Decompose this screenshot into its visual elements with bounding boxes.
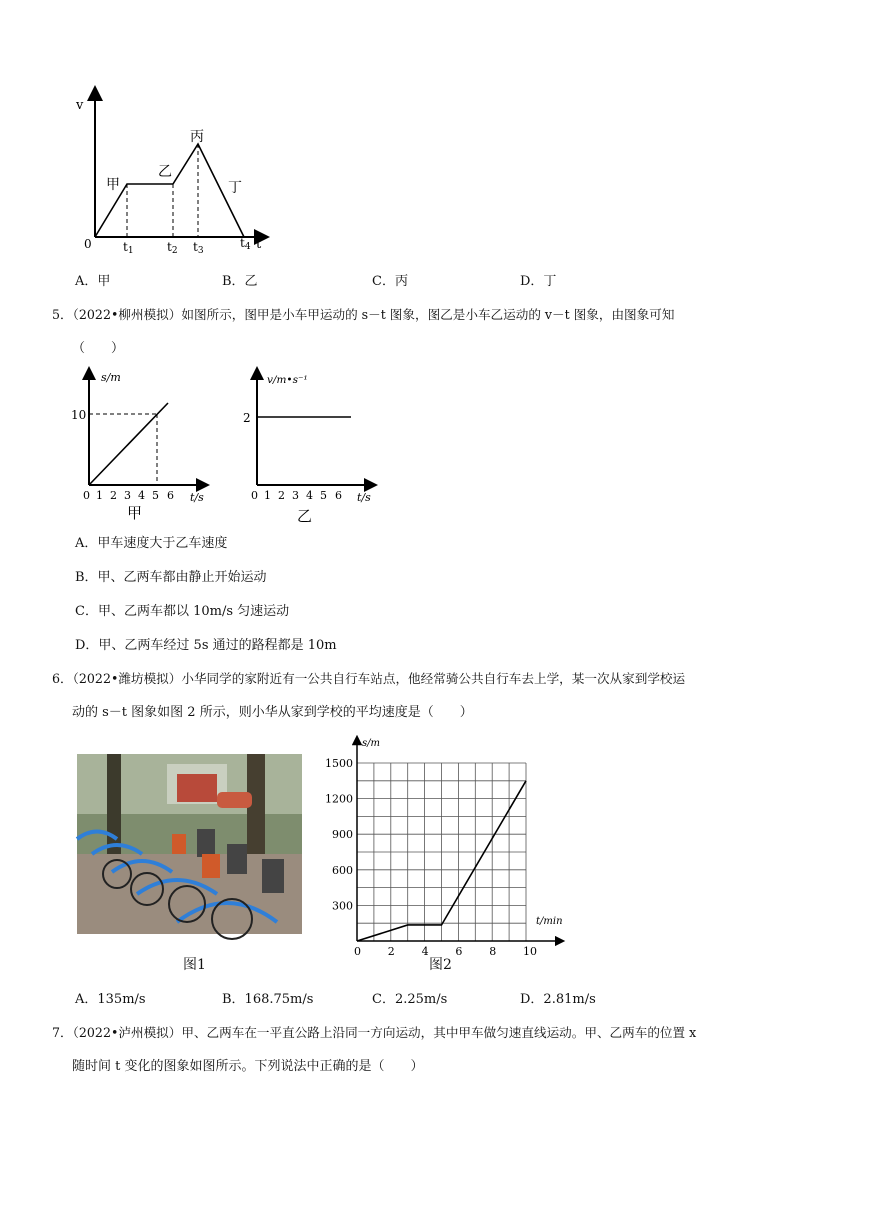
q6-chart-ylabel: s/m — [362, 738, 380, 749]
q5-question-line2: （ ） — [72, 341, 125, 356]
y-tick-label: 900 — [332, 828, 353, 842]
q7-question-line1: 7．（2022•泸州模拟）甲、乙两车在一平直公路上沿同一方向运动，其中甲车做匀速直线运动。甲、乙两车的位置 x — [52, 1025, 697, 1040]
q6-question-line1: 6．（2022•潍坊模拟）小华同学的家附近有一公共自行车站点，他经常骑公共自行车去上学，某一次从家到学校运 — [52, 671, 686, 686]
q4-origin: 0 — [84, 237, 92, 251]
q5-yi-xtick-3: 3 — [292, 489, 299, 502]
q4-t3: t3 — [193, 240, 204, 256]
q6-option-d[interactable]: D．2.81m/s — [520, 992, 596, 1007]
q5-yi-xtick-2: 2 — [278, 489, 285, 502]
q5-yi-xlabel: t/s — [357, 491, 371, 504]
q4-option-c[interactable]: C．丙 — [372, 274, 408, 289]
q5-jia-xtick-0: 0 — [83, 489, 90, 502]
q5-jia-xtick-5: 5 — [152, 489, 159, 502]
q5-yi-xtick-5: 5 — [320, 489, 327, 502]
q5-yi-ytick: 2 — [243, 411, 251, 425]
x-tick-label: 10 — [523, 945, 537, 958]
q6-fig2-caption: 图2 — [429, 957, 452, 973]
q5-option-c[interactable]: C．甲、乙两车都以 10m/s 匀速运动 — [75, 604, 290, 619]
q5-yi-xtick-6: 6 — [335, 489, 342, 502]
q4-vt-graph — [70, 85, 280, 260]
q5-yi-xtick-1: 1 — [264, 489, 271, 502]
q6-chart-xlabel: t/min — [536, 916, 563, 927]
q6-fig1-caption: 图1 — [183, 957, 206, 973]
q4-label-bing: 丙 — [190, 129, 204, 145]
q5-jia-ytick: 10 — [71, 408, 87, 422]
q5-jia-xtick-2: 2 — [110, 489, 117, 502]
q6-question-line2: 动的 s－t 图象如图 2 所示，则小华从家到学校的平均速度是（ ） — [72, 705, 473, 720]
y-tick-label: 600 — [332, 863, 353, 877]
q5-yi-caption: 乙 — [297, 507, 313, 525]
q6-chart-grid — [357, 763, 526, 941]
q5-question-line1: 5．（2022•柳州模拟）如图所示，图甲是小车甲运动的 s－t 图象，图乙是小车乙运动的 v－t 图象，由图象可知 — [52, 307, 675, 322]
q4-t-label: t — [256, 237, 262, 252]
q5-jia-xlabel: t/s — [190, 491, 204, 504]
q4-t2: t2 — [167, 240, 178, 256]
q6-option-b[interactable]: B．168.75m/s — [222, 992, 314, 1007]
x-tick-label: 2 — [387, 945, 395, 958]
q5-option-a[interactable]: A．甲车速度大于乙车速度 — [75, 536, 228, 551]
q5-yi-xtick-4: 4 — [306, 489, 313, 502]
q4-label-yi: 乙 — [158, 164, 172, 180]
x-tick-label: 0 — [354, 945, 361, 958]
q5-jia-xtick-3: 3 — [124, 489, 131, 502]
y-tick-label: 300 — [332, 899, 353, 913]
q4-option-a[interactable]: A．甲 — [75, 274, 111, 289]
y-tick-label: 1500 — [325, 757, 353, 770]
q4-label-ding: 丁 — [228, 180, 242, 196]
q4-option-b[interactable]: B．乙 — [222, 274, 258, 289]
q6-option-a[interactable]: A．135m/s — [75, 992, 146, 1007]
q4-t1: t1 — [123, 240, 134, 256]
q5-jia-xtick-1: 1 — [96, 489, 103, 502]
q4-option-d[interactable]: D．丁 — [520, 274, 557, 289]
q4-t4: t4 — [240, 236, 251, 252]
q5-yi-ylabel: v/m•s⁻¹ — [267, 374, 308, 386]
q5-jia-xtick-6: 6 — [167, 489, 174, 502]
q6-bicycle-photo — [77, 754, 302, 934]
q4-v-label: v — [76, 98, 84, 113]
q4-label-jia: 甲 — [106, 177, 120, 193]
y-tick-label: 1200 — [325, 792, 353, 806]
q5-option-d[interactable]: D．甲、乙两车经过 5s 通过的路程都是 10m — [75, 638, 337, 653]
q6-option-c[interactable]: C．2.25m/s — [372, 992, 448, 1007]
q5-jia-line — [89, 403, 168, 485]
q5-yi-xtick-0: 0 — [251, 489, 258, 502]
x-tick-label: 4 — [421, 945, 429, 958]
q5-graph-yi — [235, 365, 380, 525]
x-tick-label: 8 — [489, 945, 497, 958]
q6-st-chart — [320, 735, 570, 958]
q5-option-b[interactable]: B．甲、乙两车都由静止开始运动 — [75, 570, 267, 585]
q7-question-line2: 随时间 t 变化的图象如图所示。下列说法中正确的是（ ） — [72, 1059, 424, 1074]
q5-jia-xtick-4: 4 — [138, 489, 145, 502]
x-tick-label: 6 — [455, 945, 463, 958]
q5-jia-caption: 甲 — [127, 504, 143, 522]
q5-jia-ylabel: s/m — [101, 371, 121, 384]
q5-graph-jia — [65, 365, 210, 525]
